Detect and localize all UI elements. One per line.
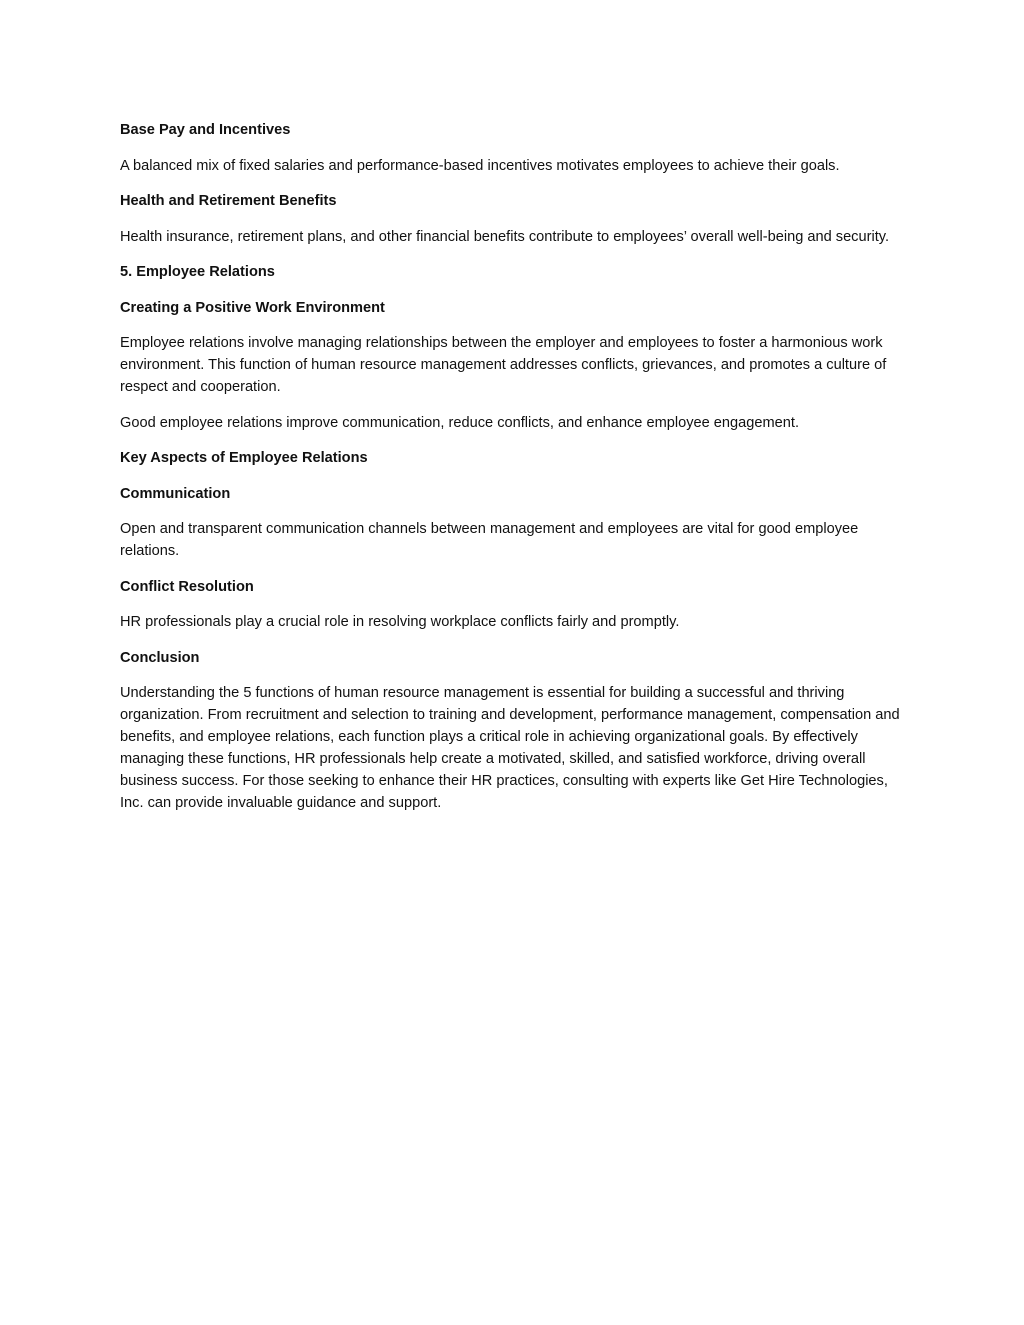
paragraph-health-retirement: Health insurance, retirement plans, and other financial benefits contribute to employees’ overall well-being and security. [120, 228, 890, 245]
paragraph-employee-relations: Employee relations involve managing relationships between the employer and employees to foster a harmonious work environment. This function of human resource management addresses conflicts, grievances, and promotes a culture of respect and cooperation. [120, 335, 887, 395]
paragraph-conclusion: Understanding the 5 functions of human resource management is essential for building a successful and thriving organization. From recruitment and selection to training and development, performance management, compensation and benefits, and employee relations, each function plays a critical role in achieving organizational goals. By effectively managing these functions, HR professionals help create a motivated, skilled, and satisfied workforce, driving overall business success. For those seeking to enhance their HR practices, consulting with experts like Get Hire Technologies, Inc. can provide invaluable guidance and support. [120, 685, 900, 811]
heading-base-pay: Base Pay and Incentives [120, 122, 291, 138]
document-page [120, 119, 905, 828]
heading-conflict-resolution: Conflict Resolution [120, 578, 254, 595]
paragraph-communication: Open and transparent communication channels between management and employees are vital for good employee relations. [120, 521, 859, 559]
heading-key-aspects: Key Aspects of Employee Relations [120, 450, 368, 466]
paragraph-good-relations: Good employee relations improve communication, reduce conflicts, and enhance employee engagement. [120, 414, 800, 431]
paragraph-base-pay: A balanced mix of fixed salaries and performance-based incentives motivates employees to achieve their goals. [120, 157, 840, 174]
heading-communication: Communication [120, 485, 231, 502]
heading-positive-work-environment: Creating a Positive Work Environment [120, 299, 385, 316]
paragraph-conflict-resolution: HR professionals play a crucial role in resolving workplace conflicts fairly and promptly. [120, 614, 680, 630]
section-heading-employee-relations: 5. Employee Relations [120, 264, 275, 280]
heading-conclusion: Conclusion [120, 649, 200, 666]
heading-health-retirement: Health and Retirement Benefits [120, 193, 337, 209]
